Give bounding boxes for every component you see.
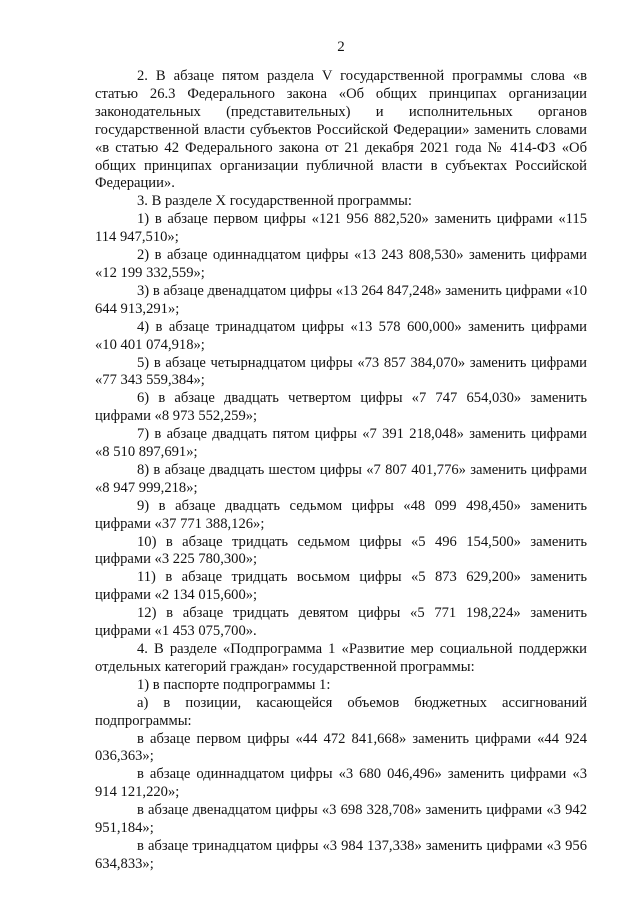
abzac-thirteenth: в абзаце тринадцатом цифры «3 984 137,338» заменить цифрами «3 956 634,833»; — [95, 837, 587, 872]
subitem-4-1-a: а) в позиции, касающейся объемов бюджетных ассигнований подпрограммы: — [95, 694, 587, 729]
abzac-eleventh: в абзаце одиннадцатом цифры «3 680 046,496» заменить цифрами «3 914 121,220»; — [95, 766, 587, 801]
subitem-3-2: 2) в абзаце одиннадцатом цифры «13 243 808,530» заменить цифрами «12 199 332,559»; — [95, 247, 587, 281]
subitem-3-6: 6) в абзаце двадцать четвертом цифры «7 747 654,030» заменить цифрами «8 973 552,259»; — [95, 390, 587, 425]
subitem-3-5: 5) в абзаце четырнадцатом цифры «73 857 384,070» заменить цифрами «77 343 559,384»; — [95, 354, 587, 389]
abzac-twelfth: в абзаце двенадцатом цифры «3 698 328,708» заменить цифрами «3 942 951,184»; — [95, 802, 587, 837]
page-number: 2 — [337, 39, 345, 55]
subitem-4-1: 1) в паспорте подпрограммы 1: — [137, 676, 331, 693]
subitem-3-3: 3) в абзаце двенадцатом цифры «13 264 847,248» заменить цифрами «10 644 913,291»; — [95, 282, 587, 317]
subitem-3-10: 10) в абзаце тридцать седьмом цифры «5 496 154,500» заменить цифрами «3 225 780,300»; — [95, 533, 587, 568]
abzac-first: в абзаце первом цифры «44 472 841,668» заменить цифрами «44 924 036,363»; — [95, 730, 587, 765]
subitem-3-12: 12) в абзаце тридцать девятом цифры «5 771 198,224» заменить цифрами «1 453 075,700». — [95, 605, 587, 640]
paragraph-item-4: 4. В разделе «Подпрограмма 1 «Развитие мер социальной поддержки отдельных категорий граждан» государственной программы: — [95, 641, 587, 675]
paragraph-item-3: 3. В разделе X государственной программы: — [137, 193, 412, 210]
paragraph-item-2: 2. В абзаце пятом раздела V государственной программы слова «в статью 26.3 Федерального закона «Об общих принципах организации законодательных (представительных) и исполнительных органов государственной власти субъектов Российской Федерации» заменить словами «в статью 42 Федерального закона от 21 декабря 2021 года № 414-ФЗ «Об общих принципах организации публичной власти в субъектах Российской Федерации». — [95, 68, 587, 192]
subitem-3-11: 11) в абзаце тридцать восьмом цифры «5 873 629,200» заменить цифрами «2 134 015,600»; — [95, 569, 587, 604]
subitem-3-4: 4) в абзаце тринадцатом цифры «13 578 600,000» заменить цифрами «10 401 074,918»; — [95, 318, 587, 353]
subitem-3-1: 1) в абзаце первом цифры «121 956 882,520» заменить цифрами «115 114 947,510»; — [95, 211, 587, 246]
subitem-3-9: 9) в абзаце двадцать седьмом цифры «48 099 498,450» заменить цифрами «37 771 388,126»; — [95, 497, 587, 532]
subitem-3-8: 8) в абзаце двадцать шестом цифры «7 807 401,776» заменить цифрами «8 947 999,218»; — [95, 461, 587, 496]
subitem-3-7: 7) в абзаце двадцать пятом цифры «7 391 218,048» заменить цифрами «8 510 897,691»; — [95, 426, 587, 461]
